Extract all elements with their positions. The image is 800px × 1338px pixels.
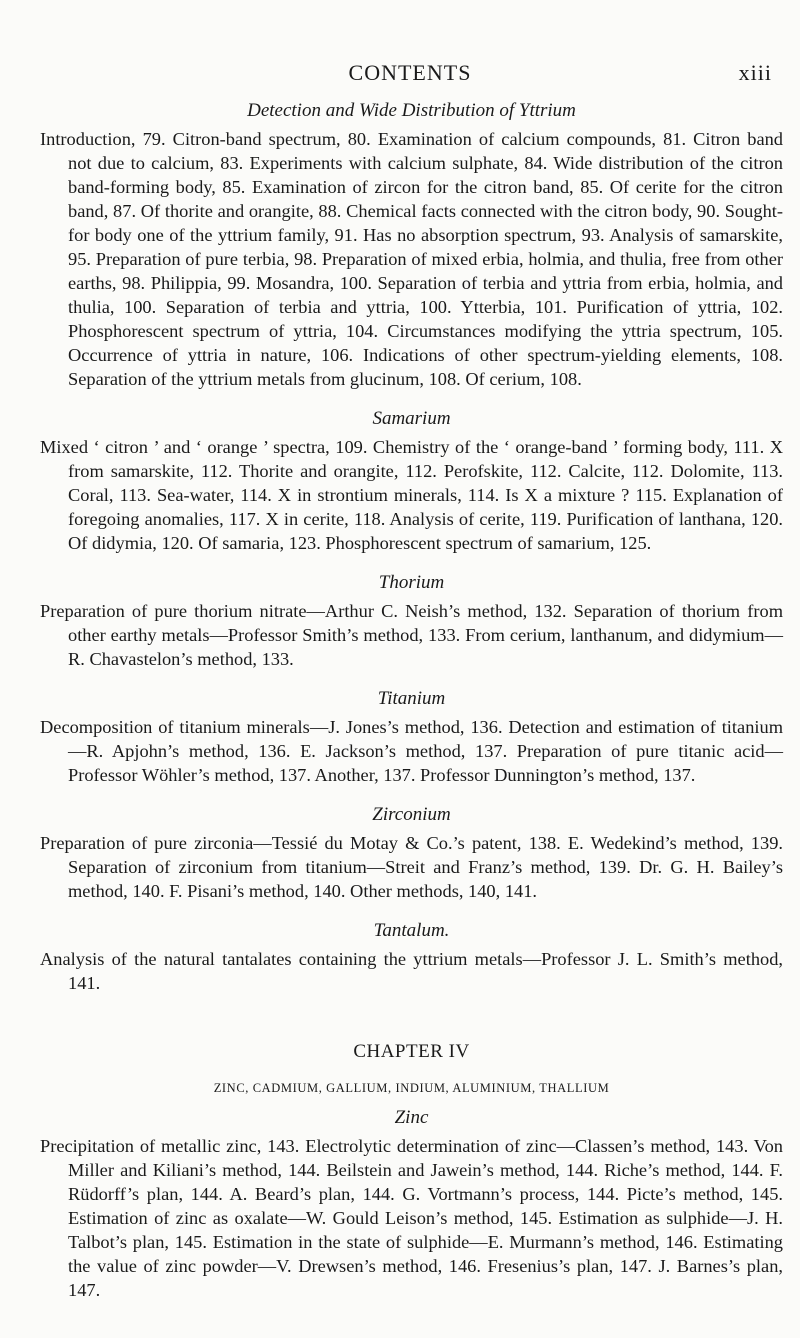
section-heading-thorium: Thorium <box>378 572 445 593</box>
section-text-titanium: Decomposition of titanium minerals—J. Jones’s method, 136. Detection and estimation of titanium—R. Apjohn’s method, 136. E. Jackson’s method, 137. Preparation of pure titanic acid—Professor Wöhler’s method, 137. Another, 137. Professor Dunnington’s method, 137. <box>40 717 783 785</box>
section-heading-yttrium: Detection and Wide Distribution of Yttrium <box>247 100 576 121</box>
section-text-samarium: Mixed ‘ citron ’ and ‘ orange ’ spectra, 109. Chemistry of the ‘ orange-band ’ forming body, 111. X from samarskite, 112. Thorite and orangite, 112. Perofskite, 112. Calcite, 112. Dolomite, 113. Coral, 113. Sea-water, 114. X in strontium minerals, 114. Is X a mixture ? 115. Explanation of foregoing anomalies, 117. X in cerite, 118. Analysis of cerite, 119. Purification of lanthana, 120. Of didymia, 120. Of samaria, 123. Phosphorescent spectrum of samarium, 125. <box>40 437 783 553</box>
section-heading-tantalum: Tantalum. <box>373 920 450 941</box>
section-text-zirconium: Preparation of pure zirconia—Tessié du Motay & Co.’s patent, 138. E. Wedekind’s method, 139. Separation of zirconium from titanium—Streit and Franz’s method, 139. Dr. G. H. Bailey’s method, 140. F. Pisani’s method, 140. Other methods, 140, 141. <box>40 833 783 901</box>
running-head <box>40 60 780 90</box>
section-text-thorium: Preparation of pure thorium nitrate—Arthur C. Neish’s method, 132. Separation of thorium from other earthy metals—Professor Smith’s method, 133. From cerium, lanthanum, and didymium—R. Chavastelon’s method, 133. <box>40 601 783 669</box>
chapter-heading: CHAPTER IV <box>353 1041 470 1062</box>
section-text-tantalum: Analysis of the natural tantalates containing the yttrium metals—Professor J. L. Smith’s method, 141. <box>40 949 783 993</box>
section-heading-zirconium: Zirconium <box>372 804 451 825</box>
running-title: CONTENTS <box>348 60 472 85</box>
section-text-yttrium: Introduction, 79. Citron-band spectrum, 80. Examination of calcium compounds, 81. Citron band not due to calcium, 83. Experiments with calcium sulphate, 84. Wide distribution of the citron band-forming body, 85. Examination of zircon for the citron band, 85. Of cerite for the citron band, 87. Of thorite and orangite, 88. Chemical facts connected with the citron body, 90. Sought-for body one of the yttrium family, 91. Has no absorption spectrum, 93. Analysis of samarskite, 95. Preparation of pure terbia, 98. Preparation of mixed erbia, holmia, and thulia, free from other earths, 98. Philippia, 99. Mosandra, 100. Separation of terbia and yttria from erbia, holmia, and thulia, 100. Separation of terbia and yttria, 100. Ytterbia, 101. Purification of yttria, 102. Phosphorescent spectrum of yttria, 104. Circumstances modifying the yttria spectrum, 105. Occurrence of yttria in nature, 106. Indications of other spectrum-yielding elements, 108. Separation of the yttrium metals from glucinum, 108. Of cerium, 108. <box>40 129 783 389</box>
contents-body <box>40 99 783 1318</box>
section-heading-zinc: Zinc <box>394 1107 429 1128</box>
section-text-zinc: Precipitation of metallic zinc, 143. Electrolytic determination of zinc—Classen’s method, 143. Von Miller and Kiliani’s method, 144. Beilstein and Jawein’s method, 144. Riche’s method, 144. F. Rüdorff’s plan, 144. A. Beard’s plan, 144. G. Vortmann’s process, 144. Picte’s method, 145. Estimation of zinc as oxalate—W. Gould Leison’s method, 145. Estimation as sulphide—J. H. Talbot’s plan, 145. Estimation in the state of sulphide—E. Murmann’s method, 146. Estimating the value of zinc powder—V. Drewsen’s method, 146. Fresenius’s plan, 147. J. Barnes’s plan, 147. <box>40 1136 783 1300</box>
chapter-subheading: ZINC, CADMIUM, GALLIUM, INDIUM, ALUMINIUM, THALLIUM <box>213 1081 610 1095</box>
section-heading-titanium: Titanium <box>377 688 446 709</box>
section-heading-samarium: Samarium <box>372 408 451 429</box>
page-number: xiii <box>738 60 772 85</box>
